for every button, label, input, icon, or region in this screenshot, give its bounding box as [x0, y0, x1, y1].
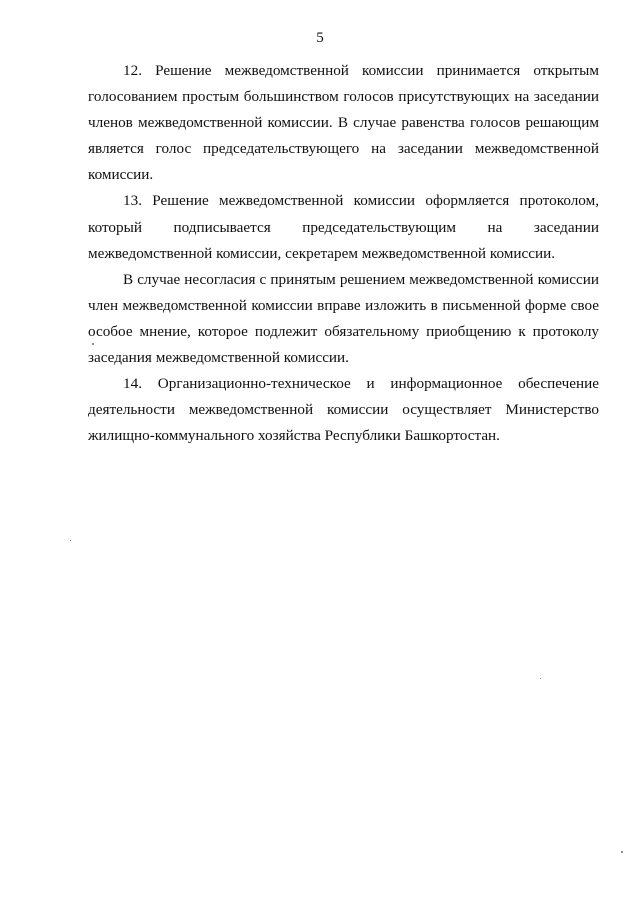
- scan-speck: [70, 540, 71, 541]
- paragraph-item-12: 12. Решение межведомственной комиссии принимается открытым голосованием простым большинством голосов присутствующих на заседании членов межведомственной комиссии. В случае равенства голосов решающим является голос председательствующего на заседании межведомственной комиссии.: [88, 62, 599, 184]
- page-number: 5: [316, 30, 324, 46]
- scan-speck: [92, 343, 94, 345]
- paragraph-item-13: 13. Решение межведомственной комиссии оформляется протоколом, который подписывается председательствующим на заседании межведомственной комиссии, секретарем межведомственной комиссии.: [88, 192, 599, 262]
- paragraph-dissent: В случае несогласия с принятым решением межведомственной комиссии член межведомственной комиссии вправе изложить в письменной форме свое особое мнение, которое подлежит обязательному приобщению к протоколу заседания межведомственной комиссии.: [88, 270, 599, 367]
- document-body: [88, 58, 599, 449]
- paragraph-item-14: 14. Организационно-техническое и информационное обеспечение деятельности межведомственной комиссии осуществляет Министерство жилищно-коммунального хозяйства Республики Башкортостан.: [88, 375, 599, 445]
- scan-speck: [540, 678, 541, 679]
- scan-speck: [621, 851, 623, 853]
